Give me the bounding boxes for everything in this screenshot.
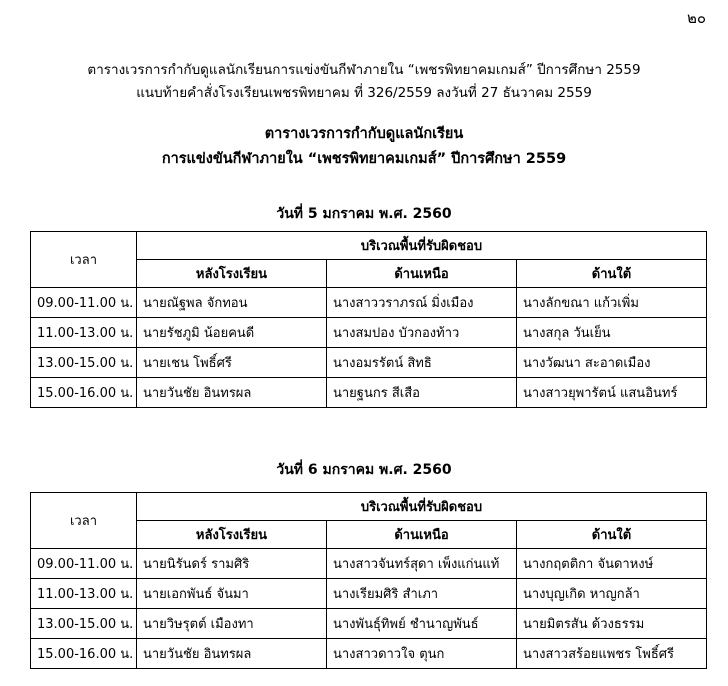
time-header: เวลา [31, 493, 137, 549]
name-cell: นายฐนกร สีเสือ [327, 378, 517, 408]
time-cell: 11.00-13.00 น. [31, 318, 137, 348]
name-cell: นางสมปอง บัวกองท้าว [327, 318, 517, 348]
header-line-1: ตารางเวรการกำกับดูแลนักเรียนการแข่งขันกีฬาภายใน “เพชรพิทยาคมเกมส์” ปีการศึกษา 2559 [87, 62, 641, 78]
name-cell: นางสกุล วันเย็น [517, 318, 707, 348]
name-cell: นายรัชภูมิ น้อยคนดี [137, 318, 327, 348]
title-line-1: ตารางเวรการกำกับดูแลนักเรียน [264, 126, 464, 142]
name-cell: นางกฤตติกา จันดาหงษ์ [517, 549, 707, 579]
column-header: ด้านใต้ [517, 260, 707, 288]
table-row [31, 579, 707, 609]
time-cell: 15.00-16.00 น. [31, 639, 137, 669]
table-row [31, 639, 707, 669]
column-header: ด้านเหนือ [327, 260, 517, 288]
time-cell: 13.00-15.00 น. [31, 609, 137, 639]
table-header-row [31, 232, 707, 260]
table-row [31, 348, 707, 378]
name-cell: นายณัฐพล จักทอน [137, 288, 327, 318]
schedule-table-day-1 [30, 231, 707, 408]
name-cell: นางสาวจันทร์สุดา เพ็งแก่นแท้ [327, 549, 517, 579]
name-cell: นายวันชัย อินทรผล [137, 639, 327, 669]
table-row [31, 609, 707, 639]
name-cell: นางสาวสร้อยแพชร โพธิ์ศรี [517, 639, 707, 669]
page-number: ๒๐ [686, 9, 706, 27]
time-cell: 09.00-11.00 น. [31, 549, 137, 579]
date-heading-1: วันที่ 5 มกราคม พ.ศ. 2560 [276, 206, 452, 222]
document-header [0, 59, 728, 105]
name-cell: นางเรียมศิริ สำเภา [327, 579, 517, 609]
date-heading-2: วันที่ 6 มกราคม พ.ศ. 2560 [276, 462, 452, 478]
name-cell: นายวิษรุตต์ เมืองทา [137, 609, 327, 639]
document-title [0, 122, 728, 172]
name-cell: นายเอกพันธ์ จันมา [137, 579, 327, 609]
time-header: เวลา [31, 232, 137, 288]
time-cell: 15.00-16.00 น. [31, 378, 137, 408]
table-row [31, 318, 707, 348]
name-cell: นางสาววราภรณ์ มิ่งเมือง [327, 288, 517, 318]
name-cell: นางลักขณา แก้วเพิ่ม [517, 288, 707, 318]
table-row [31, 378, 707, 408]
name-cell: นางสาวดาวใจ ตุนก [327, 639, 517, 669]
table-header-row [31, 493, 707, 521]
title-line-2: การแข่งขันกีฬาภายใน “เพชรพิทยาคมเกมส์” ปีการศึกษา 2559 [161, 151, 567, 167]
time-cell: 13.00-15.00 น. [31, 348, 137, 378]
name-cell: นางอมรรัตน์ สิทธิ [327, 348, 517, 378]
time-cell: 11.00-13.00 น. [31, 579, 137, 609]
time-cell: 09.00-11.00 น. [31, 288, 137, 318]
table-row [31, 288, 707, 318]
name-cell: นางวัฒนา สะอาดเมือง [517, 348, 707, 378]
table-row [31, 549, 707, 579]
column-header: ด้านเหนือ [327, 521, 517, 549]
column-header: หลังโรงเรียน [137, 260, 327, 288]
area-header: บริเวณพื้นที่รับผิดชอบ [137, 232, 707, 260]
name-cell: นายนิรันดร์ รามศิริ [137, 549, 327, 579]
name-cell: นายมิตรสัน ด้วงธรรม [517, 609, 707, 639]
name-cell: นางสาวยุพารัตน์ แสนอินทร์ [517, 378, 707, 408]
column-header: หลังโรงเรียน [137, 521, 327, 549]
header-line-2: แนบท้ายคำสั่งโรงเรียนเพชรพิทยาคม ที่ 326/2559 ลงวันที่ 27 ธันวาคม 2559 [136, 85, 592, 101]
name-cell: นายวันชัย อินทรผล [137, 378, 327, 408]
name-cell: นายเชน โพธิ์ศรี [137, 348, 327, 378]
column-header: ด้านใต้ [517, 521, 707, 549]
name-cell: นางบุญเกิด หาญกล้า [517, 579, 707, 609]
schedule-table-day-2 [30, 492, 707, 669]
name-cell: นางพันธุ์ทิพย์ ชำนาญพันธ์ [327, 609, 517, 639]
area-header: บริเวณพื้นที่รับผิดชอบ [137, 493, 707, 521]
